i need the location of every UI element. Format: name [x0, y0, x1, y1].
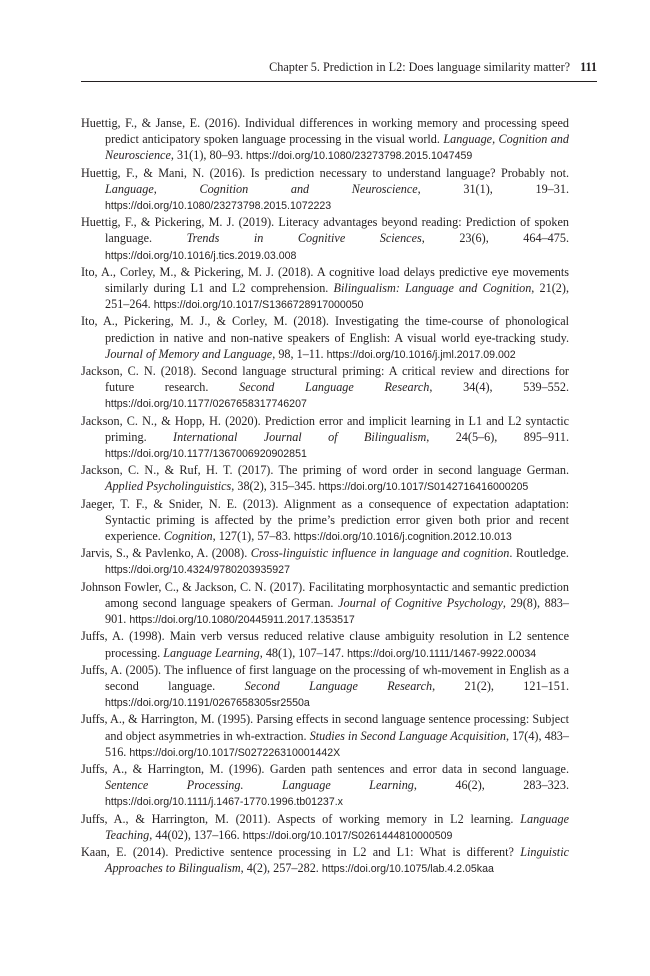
reference-entry: [81, 711, 569, 761]
reference-entry: [81, 264, 569, 314]
reference-entry: [81, 214, 569, 264]
reference-details: , 4(2), 257–282.: [240, 861, 322, 876]
reference-authors-text: Kaan, E. (2014). Predictive sentence processing in L2 and L1: What is different?: [81, 844, 521, 859]
reference-details: , 34(4), 539–552.: [429, 380, 569, 395]
doi-link[interactable]: https://doi.org/10.1177/0267658317746207: [105, 398, 307, 411]
reference-source: Language Teaching: [105, 811, 569, 842]
doi-link[interactable]: https://doi.org/10.1017/S0142716416000205: [318, 481, 529, 494]
reference-source: Cross-linguistic influence in language and cognition: [250, 546, 510, 561]
running-header: [81, 60, 597, 82]
reference-authors-text: Jackson, C. N. (2018). Second language structural priming: A critical review and directions for future research.: [81, 364, 569, 395]
reference-entry: [81, 811, 569, 844]
reference-authors-text: Huettig, F., & Mani, N. (2016). Is prediction necessary to understand language? Probably not.: [81, 165, 569, 180]
reference-authors-text: Jackson, C. N., & Ruf, H. T. (2017). The priming of word order in second language German.: [81, 463, 569, 478]
reference-details: , 31(1), 19–31.: [417, 181, 569, 196]
reference-details: , 17(4), 483–516.: [105, 728, 569, 759]
reference-authors-text: Huettig, F., & Pickering, M. J. (2019). Literacy advantages beyond reading: Prediction of spoken language.: [81, 215, 569, 246]
reference-source: International Journal of Bilingualism: [173, 429, 427, 444]
doi-link[interactable]: https://doi.org/10.1017/S027226310001442X: [129, 746, 341, 759]
reference-details: , 38(2), 315–345.: [231, 479, 319, 494]
reference-entry: [81, 363, 569, 413]
doi-link[interactable]: https://doi.org/10.1017/S1366728917000050: [153, 299, 364, 312]
doi-link[interactable]: https://doi.org/10.1111/1467-9922.00034: [347, 647, 537, 660]
reference-authors-text: Juffs, A., & Harrington, M. (2011). Aspects of working memory in L2 learning.: [81, 811, 521, 826]
reference-source: Language, Cognition and Neuroscience: [105, 132, 569, 163]
reference-entry: [81, 761, 569, 811]
reference-source: Language, Cognition and Neuroscience: [105, 181, 418, 196]
doi-link[interactable]: https://doi.org/10.1080/20445911.2017.1353517: [129, 614, 355, 627]
doi-link[interactable]: https://doi.org/10.1080/23273798.2015.1047459: [246, 150, 473, 163]
reference-source: Journal of Cognitive Psychology: [338, 595, 503, 610]
reference-source: Journal of Memory and Language: [105, 346, 273, 361]
doi-link[interactable]: https://doi.org/10.1075/lab.4.2.05kaa: [321, 863, 494, 876]
reference-entry: [81, 545, 569, 578]
reference-source: Studies in Second Language Acquisition: [309, 728, 506, 743]
reference-details: , 31(1), 80–93.: [170, 148, 247, 163]
reference-entry: [81, 313, 569, 363]
reference-authors-text: Juffs, A. (2005). The influence of first language on the processing of wh-movement in English as a second language.: [81, 662, 569, 693]
reference-entry: [81, 844, 569, 877]
reference-authors-text: Jaeger, T. F., & Snider, N. E. (2013). Alignment as a consequence of expectation adaptation: Syntactic priming is affected by the prime’s prediction error given both prior and recent experience.: [81, 496, 569, 544]
reference-details: , 21(2), 121–151.: [432, 678, 569, 693]
reference-details: . Routledge.: [509, 546, 569, 561]
reference-source: Second Language Research: [244, 678, 433, 693]
reference-details: , 29(8), 883–901.: [105, 595, 569, 627]
doi-link[interactable]: https://doi.org/10.1016/j.tics.2019.03.008: [105, 249, 297, 262]
doi-link[interactable]: https://doi.org/10.1111/j.1467-1770.1996.tb01237.x: [105, 796, 343, 809]
doi-link[interactable]: https://doi.org/10.1016/j.jml.2017.09.002: [326, 348, 516, 361]
reference-source: Linguistic Approaches to Bilingualism: [105, 844, 569, 876]
reference-details: , 48(1), 107–147.: [259, 645, 348, 660]
reference-entry: [81, 579, 569, 629]
reference-authors-text: Juffs, A., & Harrington, M. (1995). Parsing effects in second language sentence processing: Subject and object asymmetries in wh-extraction.: [81, 712, 569, 743]
reference-details: , 24(5–6), 895–911.: [426, 429, 569, 444]
reference-details: , 44(02), 137–166.: [149, 827, 243, 842]
doi-link[interactable]: https://doi.org/10.4324/9780203935927: [105, 564, 290, 577]
reference-authors-text: Jackson, C. N., & Hopp, H. (2020). Prediction error and implicit learning in L1 and L2 syntactic priming.: [81, 413, 569, 444]
reference-source: Bilingualism: Language and Cognition: [333, 281, 532, 296]
reference-authors-text: Ito, A., Corley, M., & Pickering, M. J. (2018). A cognitive load delays predictive eye movements similarly during L1 and L2 comprehension.: [81, 264, 569, 296]
reference-source: Cognition: [163, 529, 213, 544]
doi-link[interactable]: https://doi.org/10.1080/23273798.2015.1072223: [105, 200, 332, 213]
doi-link[interactable]: https://doi.org/10.1177/1367006920902851: [105, 448, 307, 461]
reference-entry: [81, 115, 569, 165]
reference-details: , 127(1), 57–83.: [212, 529, 294, 544]
reference-details: , 46(2), 283–323.: [413, 778, 570, 793]
reference-authors-text: Jarvis, S., & Pavlenko, A. (2008).: [81, 546, 251, 561]
reference-details: , 21(2), 251–264.: [105, 281, 569, 312]
reference-authors-text: Juffs, A., & Harrington, M. (1996). Garden path sentences and error data in second language.: [81, 761, 569, 776]
chapter-title: Chapter 5. Prediction in L2: Does language similarity matter?: [269, 60, 571, 74]
reference-authors-text: Huettig, F., & Janse, E. (2016). Individual differences in working memory and processing speed predict anticipatory spoken language processing in the visual world.: [81, 116, 569, 147]
reference-source: Sentence Processing. Language Learning: [105, 778, 414, 793]
reference-source: Language Learning: [163, 645, 260, 660]
page-number: 111: [580, 60, 597, 74]
reference-entry: [81, 413, 569, 463]
doi-link[interactable]: https://doi.org/10.1191/0267658305sr2550a: [105, 697, 310, 710]
reference-source: Second Language Research: [239, 380, 430, 395]
doi-link[interactable]: https://doi.org/10.1016/j.cognition.2012.10.013: [293, 531, 512, 544]
reference-source: Trends in Cognitive Sciences: [186, 231, 422, 246]
reference-list: [81, 115, 569, 877]
reference-details: , 98, 1–11.: [272, 346, 327, 361]
reference-authors-text: Ito, A., Pickering, M. J., & Corley, M. (2018). Investigating the time-course of phonological prediction in native and non-native speakers of English: A visual world eye-tracking study.: [81, 314, 569, 345]
reference-entry: [81, 462, 569, 495]
reference-authors-text: Juffs, A. (1998). Main verb versus reduced relative clause ambiguity resolution in L2 sentence processing.: [81, 629, 569, 660]
reference-source: Applied Psycholinguistics: [105, 479, 232, 494]
reference-authors-text: Johnson Fowler, C., & Jackson, C. N. (2017). Facilitating morphosyntactic and semantic prediction among second language speakers of German.: [81, 579, 569, 610]
reference-entry: [81, 662, 569, 712]
reference-entry: [81, 628, 569, 661]
reference-details: , 23(6), 464–475.: [421, 231, 569, 246]
reference-entry: [81, 496, 569, 546]
doi-link[interactable]: https://doi.org/10.1017/S0261444810000509: [242, 829, 453, 842]
reference-entry: [81, 165, 569, 215]
